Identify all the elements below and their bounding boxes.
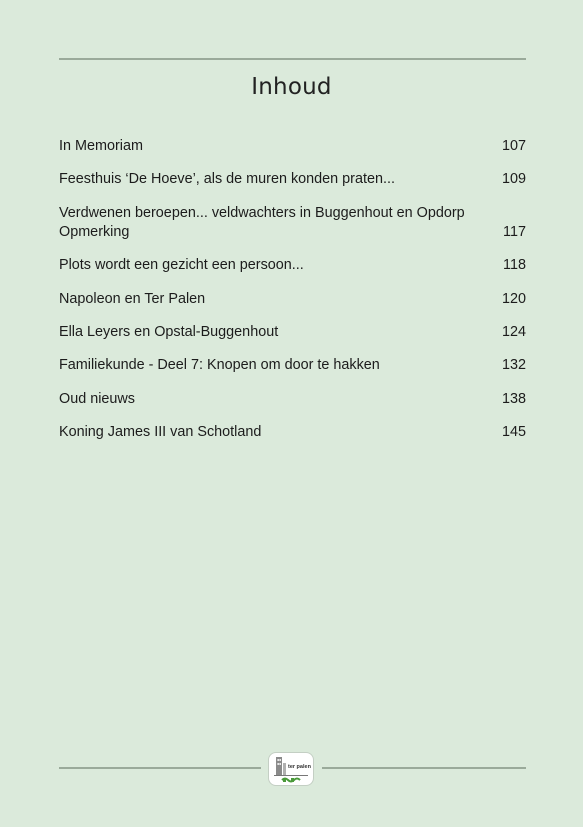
toc-entry-page: 109: [501, 171, 526, 187]
toc-entry-title: In Memoriam: [59, 138, 143, 154]
page-title: Inhoud: [251, 74, 332, 100]
toc-entry-title: Koning James III van Schotland: [59, 424, 262, 440]
toc-entry-title: Familiekunde - Deel 7: Knopen om door te hakken: [59, 357, 380, 373]
footer-divider-right: [322, 767, 526, 769]
toc-entry-page: 124: [501, 324, 526, 340]
toc-entry-page: 145: [501, 424, 526, 440]
toc-entry-page: 120: [501, 291, 526, 307]
toc-entry-title: [59, 204, 479, 242]
toc-entry-page: 118: [503, 257, 526, 273]
ter-palen-logo-icon: [268, 752, 314, 786]
logo-text: ter palen: [288, 764, 311, 770]
toc-entry-title: Ella Leyers en Opstal-Buggenhout: [59, 324, 279, 340]
toc-entry-title: Napoleon en Ter Palen: [59, 291, 206, 307]
toc-entry-page: 138: [501, 391, 526, 407]
toc-entry-title: Plots wordt een gezicht een persoon...: [59, 257, 304, 273]
toc-entry-title: Oud nieuws: [59, 391, 135, 407]
toc-entry-page: 117: [503, 224, 526, 240]
footer-divider-left: [59, 767, 261, 769]
toc-entry-page: 132: [501, 357, 526, 373]
top-divider: [59, 58, 526, 60]
toc-entry-title: Feesthuis ‘De Hoeve’, als de muren konden praten...: [59, 171, 395, 187]
page-footer: [0, 748, 583, 788]
toc-entry-page: 107: [501, 138, 526, 154]
toc-entry-subtitle: Opmerking: [59, 224, 130, 240]
toc-entry-title-line: Verdwenen beroepen... veldwachters in Buggenhout en Opdorp: [59, 205, 465, 221]
